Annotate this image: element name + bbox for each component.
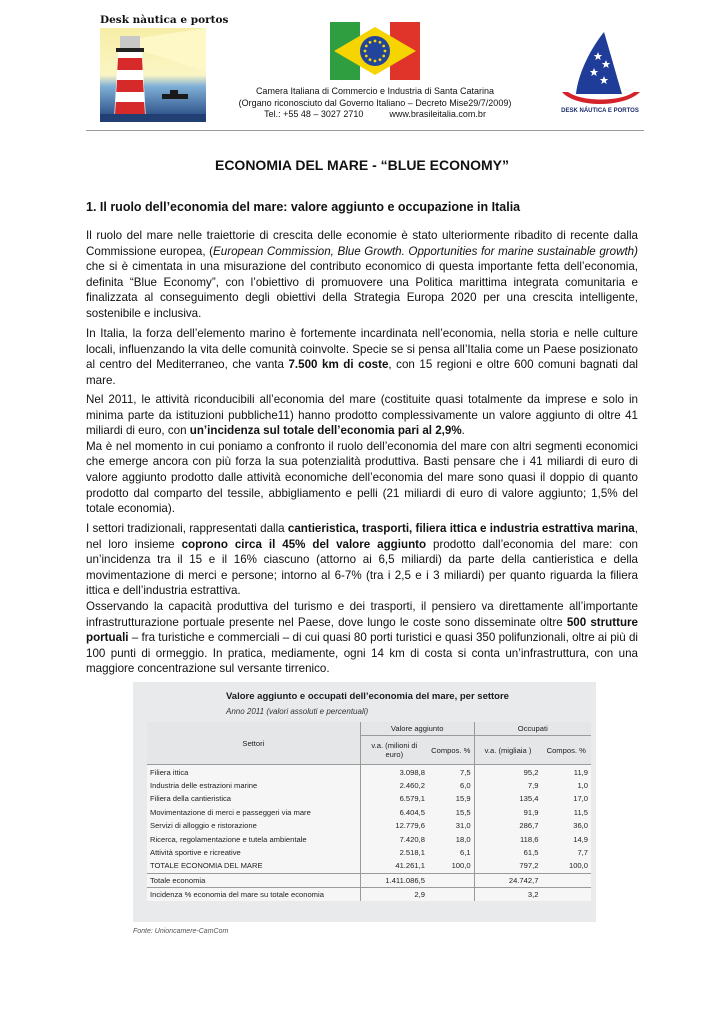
table-row [147,779,591,792]
paragraph-2: In Italia, la forza dell’elemento marino è fortemente incardinata nell’economia, nella storia e nelle culture locali, influenzando la vita delle comunità coinvolte. Specie se si pensa all’Italia come un Paese posizionato al centro del Mediterraneo, che vanta 7.500 km di coste, con 15 regioni e oltre 600 comuni bagnati dal mare. [86,327,638,387]
sailboat-icon [554,30,646,108]
occ-value: 95,2 [474,765,541,779]
occ-comp: 14,9 [573,834,588,844]
table-row-totale-economia [147,873,591,887]
va-value: 6.404,5 [360,806,428,819]
logo-caption: Desk nàutica e portos [100,14,229,26]
totale-label: Totale economia [147,873,360,887]
va-comp: 15,9 [455,794,471,804]
sector-name: TOTALE ECONOMIA DEL MARE [150,861,263,871]
header-occ-thousands: v.a. (migliaia ) [474,736,541,765]
occ-value: 797,2 [474,859,541,873]
occ-value: 7,9 [474,779,541,792]
paragraph-4: I settori tradizionali, rappresentati dalla cantieristica, trasporti, filiera ittica e industria estrattiva marina, nel loro insieme coprono circa il 45% del valore aggiunto prodotto dall’economia del mare: con un’incidenza tra il 15 e il 16% ciascuno (attorno ai 6,5 miliardi) da parte della cantieristica e della movimentazione di merci e persone; intorno al 6-7% (tra i 2,5 e i 3 miliardi) per quanto riguarda la filiera ittica e dell’industria estrattiva. Osservando la capacità produttiva del turismo e dei trasporti, il pensiero va direttamente all’importante infrastrutturazione portuale presente nel Paese, dove lungo le coste sono disseminate oltre 500 strutture portuali – fra turistiche e commerciali – di cui quasi 80 porti turistici e quasi 350 polifunzionali, oltre ai più di 100 punti di ormeggio. In pratica, mediamente, ogni 14 km di costa si conta un’infrastruttura, con una maggiore concentrazione sul versante tirrenico. [86,522,639,676]
totale-occ-comp [541,873,591,887]
paragraph-3: Nel 2011, le attività riconducibili all’economia del mare (costituite quasi totalmente da imprese e solo in minima parte da istituzioni pubbliche11) hanno prodotto complessivamente un valore aggiunto di oltre 41 miliardi di euro, con un’incidenza sul totale dell’economia pari al 2,9%. Ma è nel momento in cui poniamo a confronto il ruolo dell’economia del mare con altri segmenti economici che emerge ancora con più forza la sua potenzialità produttiva. Basti pensare che i 41 miliardi di euro di valore aggiunto prodotto dalle attività economiche dell’economia del mare sono quasi il doppio di quanto prodotto dal comparto del tessile, abbigliamento e pelli (21 miliardi di euro di valore aggiunto; 1,5% del totale economia). [86,393,638,516]
org-name: Camera Italiana di Commercio e Industria di Santa Catarina [255,86,495,96]
totale-occ: 24.742,7 [474,873,541,887]
table-row [147,846,591,859]
occ-comp: 36,0 [573,821,588,831]
logo-caption-right: DESK NÁUTICA E PORTOS [561,108,639,114]
sector-name: Industria delle estrazioni marine [150,780,258,790]
table-row [147,792,591,805]
va-value: 12.779,6 [360,819,428,832]
sector-name: Movimentazione di merci e passeggeri via mare [150,807,311,817]
va-comp: 31,0 [455,821,471,831]
lighthouse-illustration [100,28,206,122]
table-row [147,832,591,845]
paragraph-1: Il ruolo del mare nelle traiettorie di crescita delle economie è stato ulteriormente ribadito di recente dalla Commissione europea, (European Commission, Blue Growth. Opportunities for marine sustainable growth) che si è cimentata in una misurazione del contributo economico di questa importante fetta dell’economia, definita “Blue Economy”, con l’obiettivo di promuovere una Politica marittima integrata comunitaria e finalizzata al conseguimento degli obiettivi della Strategia Europa 2020 per una crescita intelligente, sostenibile e inclusiva. [86,229,638,320]
brazil-italy-eu-flag [330,22,420,80]
occ-value: 61,5 [474,846,541,859]
totale-comp [428,873,474,887]
table-row-incidenza [147,887,591,901]
contact-row [215,109,535,121]
va-comp: 6,0 [460,780,471,790]
occ-comp: 11,9 [541,765,591,779]
va-value: 41.261,1 [360,859,428,873]
va-value: 2.518,1 [360,846,428,859]
va-comp: 15,5 [455,807,471,817]
website-link[interactable]: www.brasileitalia.com.br [389,109,486,119]
occ-comp: 11,5 [573,807,588,817]
table-row [147,806,591,819]
desk-nautica-sail-logo [554,30,646,122]
occ-comp: 17,0 [573,794,588,804]
header-va-millions: v.a. (milioni di euro) [360,736,428,765]
table-header-row [147,722,591,736]
occ-value: 118,6 [474,832,541,845]
occ-value: 91,9 [474,806,541,819]
va-value: 2.460,2 [360,779,428,792]
sector-name: Servizi di alloggio e ristorazione [150,821,257,831]
header-sectors: Settori [242,738,265,748]
incidenza-va: 2,9 [360,887,428,901]
sector-table-figure [133,682,596,922]
occ-comp: 100,0 [568,861,588,871]
header-value-added: Valore aggiunto [360,722,474,736]
sector-table [147,722,591,901]
document-title: ECONOMIA DEL MARE - “BLUE ECONOMY” [214,157,509,173]
occ-value: 286,7 [474,819,541,832]
incidenza-comp [428,887,474,901]
organization-header [215,86,535,121]
header-divider [86,130,644,131]
desk-nautica-logo [100,14,229,122]
flag-icon [330,22,420,80]
va-comp: 18,0 [455,834,471,844]
phone-number: Tel.: +55 48 – 3027 2710 [264,109,364,119]
table-title: Valore aggiunto e occupati dell’economia del mare, per settore [226,691,509,702]
occ-comp: 7,7 [577,847,588,857]
va-comp: 100,0 [451,861,471,871]
va-comp: 6,1 [460,847,471,857]
sector-name: Attività sportive e ricreative [150,847,241,857]
section-heading: 1. Il ruolo dell’economia del mare: valore aggiunto e occupazione in Italia [86,200,521,214]
incidenza-label: Incidenza % economia del mare su totale economia [147,887,360,901]
header-occ-comp: Compos. % [541,736,591,765]
incidenza-occ-comp [541,887,591,901]
lighthouse-icon [100,28,206,122]
header-employed: Occupati [474,722,591,736]
va-value: 7.420,8 [360,832,428,845]
table-body [147,765,591,901]
table-row [147,819,591,832]
table-source: Fonte: Unioncamere-CamCom [133,928,229,935]
sector-name: Filiera della cantieristica [150,794,232,804]
va-comp: 7,5 [428,765,474,779]
occ-comp: 1,0 [577,780,588,790]
va-value: 3.098,8 [360,765,428,779]
table-row [147,859,591,873]
sector-name: Filiera ittica [147,765,360,779]
table-row [147,765,591,779]
header-va-comp: Compos. % [428,736,474,765]
totale-va: 1.411.086,5 [360,873,428,887]
incidenza-occ: 3,2 [474,887,541,901]
table-subtitle: Anno 2011 (valori assoluti e percentuali) [226,707,369,716]
occ-value: 135,4 [474,792,541,805]
sector-name: Ricerca, regolamentazione e tutela ambientale [150,834,307,844]
va-value: 6.579,1 [360,792,428,805]
org-decree: (Organo riconosciuto dal Governo Italiano – Decreto Mise29/7/2009) [238,97,512,108]
